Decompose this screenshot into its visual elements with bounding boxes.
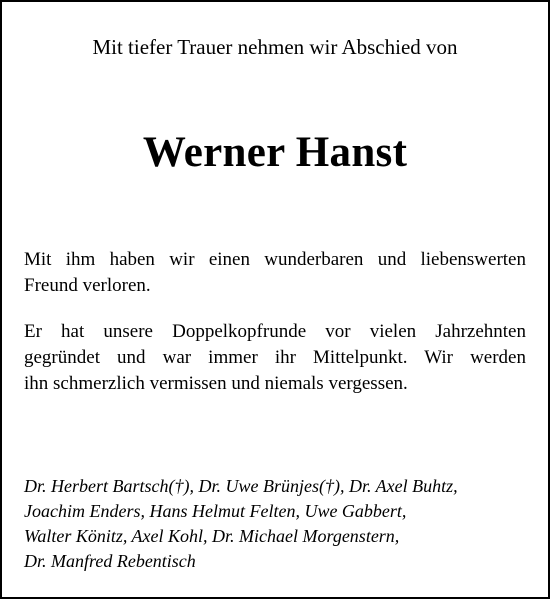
signer-line: Dr. Manfred Rebentisch (24, 551, 196, 571)
intro-line: Mit tiefer Trauer nehmen wir Abschied von (92, 35, 458, 59)
signers-list (24, 474, 538, 574)
tribute-line: ihn schmerzlich vermissen und niemals vergessen. (24, 373, 408, 394)
tribute-line: gegründet und war immer ihr Mittelpunkt. Wir werden (24, 347, 526, 368)
tribute-line: Mit ihm haben wir einen wunderbaren und liebenswerten (24, 249, 526, 270)
signer-line: Joachim Enders, Hans Helmut Felten, Uwe Gabbert, (24, 501, 407, 521)
tribute-paragraph-2 (24, 319, 526, 397)
signer-line: Dr. Herbert Bartsch(†), Dr. Uwe Brünjes(†), Dr. Axel Buhtz, (24, 476, 458, 496)
deceased-name: Werner Hanst (142, 129, 408, 176)
tribute-line: Freund verloren. (24, 275, 151, 296)
tribute-line: Er hat unsere Doppelkopfrunde vor vielen Jahrzehnten (24, 321, 526, 342)
signer-line: Walter Könitz, Axel Kohl, Dr. Michael Morgenstern, (24, 526, 400, 546)
tribute-paragraph-1 (24, 247, 526, 299)
